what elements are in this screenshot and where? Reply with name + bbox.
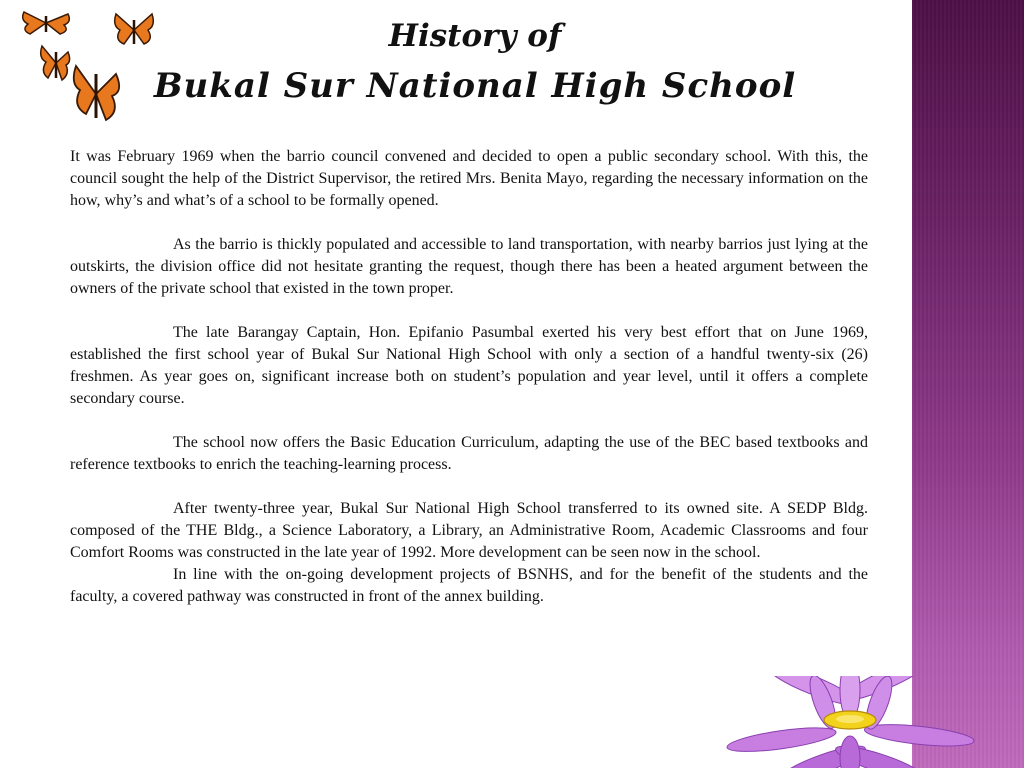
page-title: History of xyxy=(388,18,562,54)
paragraph: The school now offers the Basic Education Curriculum, adapting the use of the BEC based textbooks and reference textbooks to enrich the teaching-learning process. xyxy=(70,434,868,473)
flower-icon xyxy=(725,676,975,768)
paragraph: In line with the on-going development projects of BSNHS, and for the benefit of the students and the faculty, a covered pathway was constructed in front of the annex building. xyxy=(70,566,868,605)
page-title-school-name: Bukal Sur National High School xyxy=(153,66,797,106)
decorative-side-band xyxy=(912,0,1024,768)
paragraph: After twenty-three year, Bukal Sur National High School transferred to its owned site. A SEDP Bldg. composed of the THE Bldg., a Science Laboratory, a Library, an Administrative Room, Academic Classrooms and four Comfort Rooms was constructed in the late year of 1992. More development can be seen now in the school. xyxy=(70,500,868,561)
history-body xyxy=(70,146,868,608)
paragraph: As the barrio is thickly populated and accessible to land transportation, with nearby barrios just lying at the outskirts, the division office did not hesitate granting the request, though there has been a heated argument between the owners of the private school that existed in the town proper. xyxy=(70,236,868,297)
paragraph: The late Barangay Captain, Hon. Epifanio Pasumbal exerted his very best effort that on June 1969, established the first school year of Bukal Sur National High School with only a section of a handful twenty-six (26) freshmen. As year goes on, significant increase both on student’s population and year level, until it offers a complete secondary course. xyxy=(70,324,868,407)
butterfly-icon xyxy=(18,8,74,38)
butterfly-icon xyxy=(38,42,74,84)
paragraph: It was February 1969 when the barrio council convened and decided to open a public secondary school. With this, the council sought the help of the District Supervisor, the retired Mrs. Benita Mayo, regarding the necessary information on the how, why’s and what’s of a school to be formally opened. xyxy=(70,148,868,209)
